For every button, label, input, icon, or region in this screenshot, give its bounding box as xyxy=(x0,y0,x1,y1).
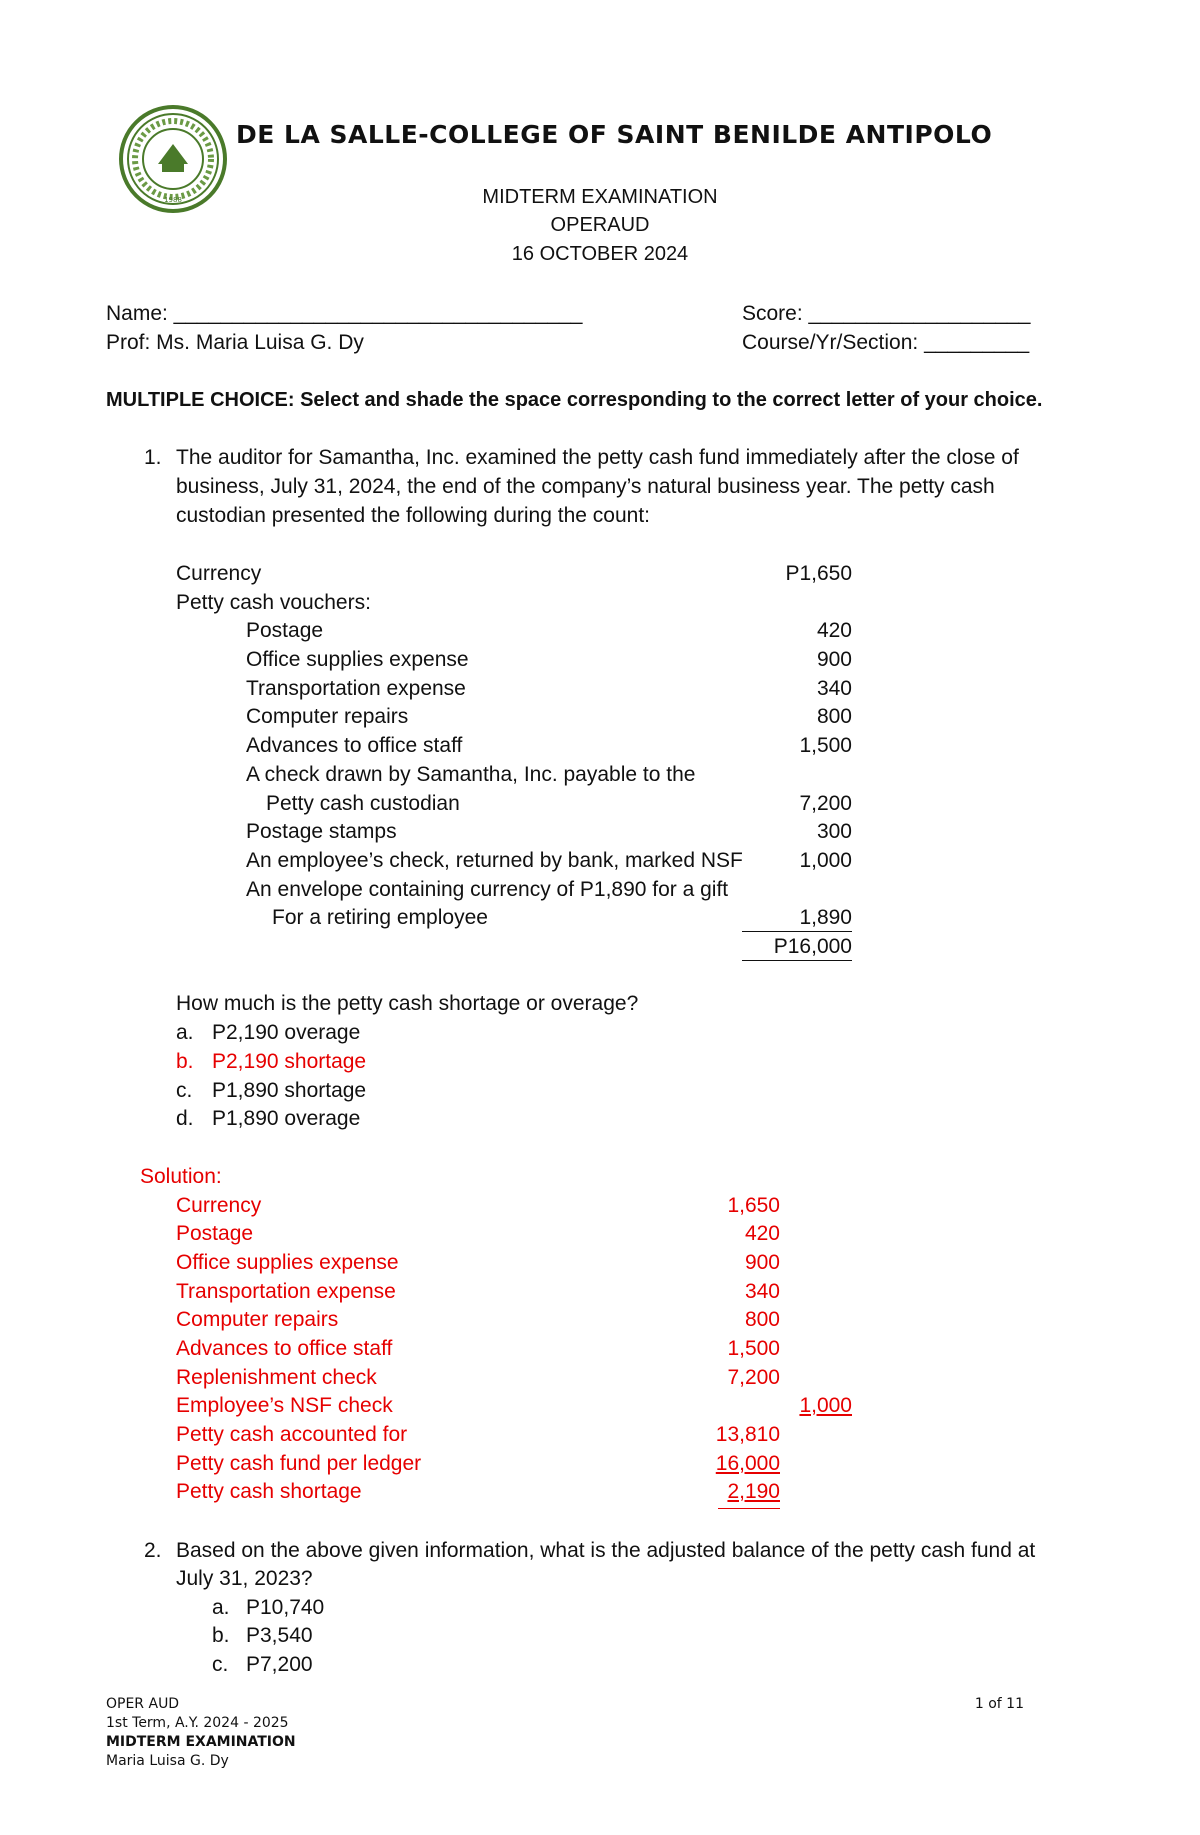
count-item-label: Office supplies expense xyxy=(246,648,469,671)
choice-letter: a. xyxy=(176,1021,194,1044)
score-field[interactable]: Score: ___________________ xyxy=(742,302,1031,325)
count-item-label: For a retiring employee xyxy=(272,906,488,929)
q2-text-line: July 31, 2023? xyxy=(176,1567,313,1590)
count-item-amount: 1,890 xyxy=(799,906,852,929)
count-item-label: Petty cash custodian xyxy=(266,792,460,815)
logo-year: 1988 xyxy=(164,196,182,204)
choice-option[interactable]: P1,890 overage xyxy=(212,1107,361,1130)
solution-title: Solution: xyxy=(140,1165,222,1188)
solution-row-label: Currency xyxy=(176,1194,262,1217)
count-item-amount: P1,650 xyxy=(785,562,852,585)
solution-row-amount: 1,650 xyxy=(727,1194,780,1217)
solution-row-amount: 900 xyxy=(744,1251,780,1274)
footer-author: Maria Luisa G. Dy xyxy=(106,1753,229,1769)
solution-row-amount: 420 xyxy=(744,1222,780,1245)
count-item-label: A check drawn by Samantha, Inc. payable to the xyxy=(246,763,696,786)
instructions: MULTIPLE CHOICE: Select and shade the space corresponding to the correct letter of your choice. xyxy=(106,389,1043,411)
count-item-amount: 7,200 xyxy=(799,792,852,815)
q1-number: 1. xyxy=(144,446,162,469)
exam-date: 16 OCTOBER 2024 xyxy=(511,243,689,265)
subtotal-underline xyxy=(742,931,852,932)
choice-letter: b. xyxy=(176,1050,194,1073)
solution-row-label: Petty cash accounted for xyxy=(176,1423,408,1446)
choice-letter: a. xyxy=(212,1596,230,1619)
solution-row-label: Computer repairs xyxy=(176,1308,339,1331)
solution-row-label: Petty cash shortage xyxy=(176,1480,362,1503)
choice-option[interactable]: P7,200 xyxy=(246,1653,313,1676)
count-item-label: Advances to office staff xyxy=(246,734,463,757)
solution-row-label: Petty cash fund per ledger xyxy=(176,1452,422,1475)
choice-option[interactable]: P3,540 xyxy=(246,1624,313,1647)
solution-row-label: Advances to office staff xyxy=(176,1337,393,1360)
solution-row-label: Office supplies expense xyxy=(176,1251,399,1274)
count-item-label: An envelope containing currency of P1,890 for a gift xyxy=(246,878,729,901)
choice-letter: c. xyxy=(176,1079,193,1102)
school-name: DE LA SALLE-COLLEGE OF SAINT BENILDE ANTIPOLO xyxy=(236,120,993,149)
count-item-label: An employee’s check, returned by bank, marked NSF xyxy=(246,849,743,872)
count-item-label: Postage xyxy=(246,619,324,642)
solution-row-label: Replenishment check xyxy=(176,1366,377,1389)
count-item-label: Petty cash vouchers: xyxy=(176,591,371,614)
q1-text-line: custodian presented the following during the count: xyxy=(176,504,650,527)
count-item-amount: 1,500 xyxy=(799,734,852,757)
shortage-double-underline xyxy=(718,1508,780,1509)
solution-row-amount: 340 xyxy=(744,1280,780,1303)
count-item-label: Postage stamps xyxy=(246,820,397,843)
section-field[interactable]: Course/Yr/Section: _________ xyxy=(742,331,1030,354)
total-underline xyxy=(742,960,852,961)
solution-row-label: Transportation expense xyxy=(176,1280,396,1303)
q1-text-line: business, July 31, 2024, the end of the company’s natural business year. The petty cash xyxy=(176,475,995,498)
solution-nsf-amount: 1,000 xyxy=(799,1394,852,1417)
q2-text-line: Based on the above given information, what is the adjusted balance of the petty cash fund at xyxy=(176,1539,1036,1562)
count-item-amount: 1,000 xyxy=(799,849,852,872)
solution-row-amount: 16,000 xyxy=(715,1452,780,1475)
choice-option[interactable]: P10,740 xyxy=(246,1596,325,1619)
choice-option-correct[interactable]: P2,190 shortage xyxy=(212,1050,367,1073)
count-item-amount: 420 xyxy=(816,619,852,642)
count-item-amount: 340 xyxy=(816,677,852,700)
page-number: 1 of 11 xyxy=(974,1696,1024,1712)
professor-label: Prof: Ms. Maria Luisa G. Dy xyxy=(106,331,364,354)
count-item-label: Computer repairs xyxy=(246,705,409,728)
exam-title: MIDTERM EXAMINATION xyxy=(482,186,718,208)
solution-row-amount: 800 xyxy=(744,1308,780,1331)
count-item-amount: 300 xyxy=(816,820,852,843)
q1-question: How much is the petty cash shortage or overage? xyxy=(176,992,639,1015)
footer-course: OPER AUD xyxy=(106,1696,180,1712)
solution-row-label: Employee’s NSF check xyxy=(176,1394,393,1417)
count-total-amount: P16,000 xyxy=(773,935,852,958)
solution-row-amount: 13,810 xyxy=(715,1423,780,1446)
course-code: OPERAUD xyxy=(550,214,650,236)
footer-term: 1st Term, A.Y. 2024 - 2025 xyxy=(106,1715,289,1731)
count-item-amount: 900 xyxy=(816,648,852,671)
q2-number: 2. xyxy=(144,1539,162,1562)
name-field[interactable]: Name: ___________________________________ xyxy=(106,302,583,325)
choice-option[interactable]: P2,190 overage xyxy=(212,1021,361,1044)
choice-letter: c. xyxy=(212,1653,229,1676)
footer-exam: MIDTERM EXAMINATION xyxy=(106,1734,296,1750)
count-item-label: Transportation expense xyxy=(246,677,466,700)
choice-letter: b. xyxy=(212,1624,230,1647)
solution-shortage-amount: 2,190 xyxy=(727,1480,780,1503)
choice-letter: d. xyxy=(176,1107,194,1130)
count-item-amount: 800 xyxy=(816,705,852,728)
solution-row-amount: 1,500 xyxy=(727,1337,780,1360)
q1-text-line: The auditor for Samantha, Inc. examined the petty cash fund immediately after the close of xyxy=(176,446,1019,469)
solution-row-label: Postage xyxy=(176,1222,254,1245)
count-item-label: Currency xyxy=(176,562,262,585)
solution-row-amount: 7,200 xyxy=(727,1366,780,1389)
choice-option[interactable]: P1,890 shortage xyxy=(212,1079,367,1102)
